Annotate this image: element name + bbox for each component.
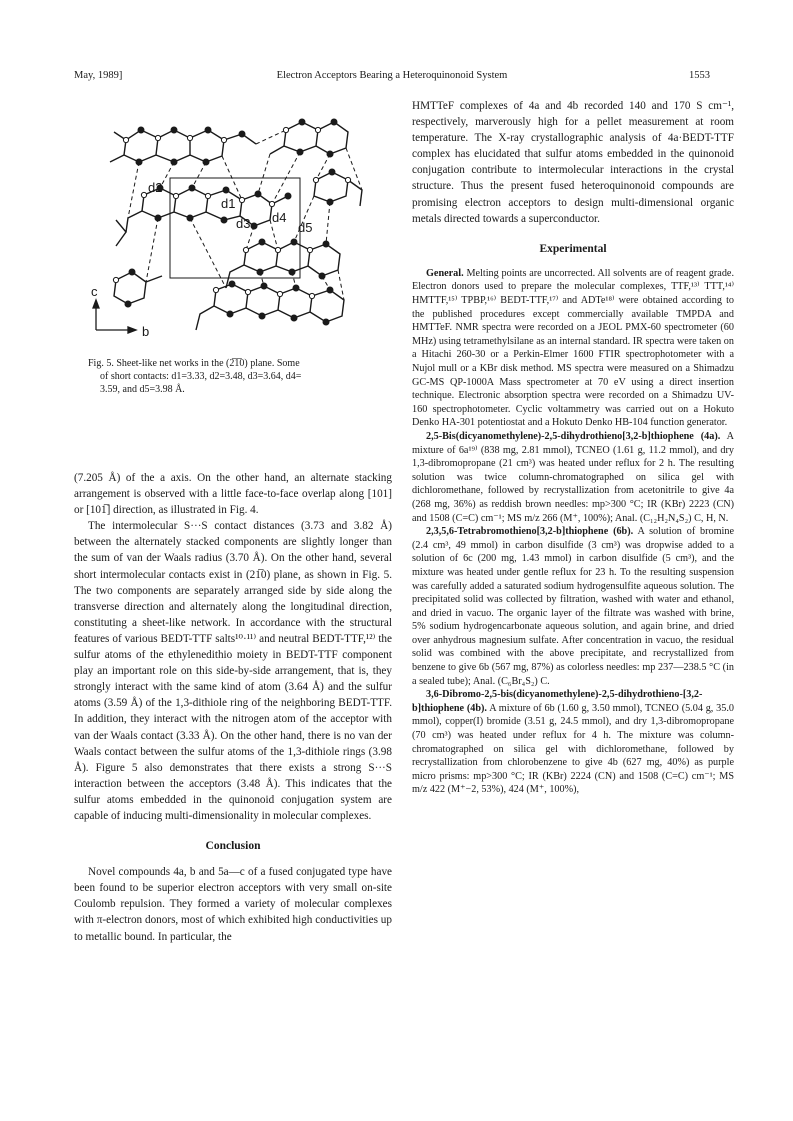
general-heading: General. [426,267,464,279]
right-column [412,98,734,797]
label-d2: d2 [148,180,163,195]
left-paragraph-1: (7.205 Å) of the a axis. On the other hand, an alternate stacking arrangement is observed with a little face-to-face overlap along [101] or [101̅] direction, as illustrated in Fig. 4. [74,472,392,517]
axis-b-label: b [142,324,150,339]
label-d4: d4 [272,210,287,225]
label-d5: d5 [298,220,313,235]
caption-line-2: of short contacts: d1=3.33, d2=3.48, d3=3.64, d4= [100,371,302,382]
running-header [74,70,710,86]
caption-line-3: 3.59, and d5=3.98 Å. [100,384,185,395]
left-column [74,470,392,945]
page-number: 1553 [689,70,710,81]
experimental-heading: Experimental [539,242,607,255]
general-text: Melting points are uncorrected. All solvents are of reagent grade. Electron donors used to prepare the molecular complexes, TTF,¹³⁾ TTT,¹⁴⁾ HMTTF,¹⁵⁾ TPBP,¹⁶⁾ BEDT-TTF,¹⁷⁾ and ADTe¹⁸⁾ were obtained according to the published procedures except commercially available TMPDA and HMTTeF. NMR spectra were recorded on a JEOL PMX-60 spectrometer (60 MHz) using tetramethylsilane as an internal standard. IR spectra were taken on a Hitachi 260-30 or a Perkin-Elmer 1600 FTIR spectrophotometer with a Nujol mull or a KBr disk method. MS spectra were measured on a Shimadzu GC-MS QP-1000A Mass spectrometer at 70 eV using a direct insertion technique. Electronic absorption spectra were recorded on a Shimadzu UV-160 spectrophotometer. Cyclic voltammetry was carried out on a Hokuto Denko HA-301 potentiostat and a Hokuto Denko HB-104 function generator. [412,267,734,429]
compound-4b-text: A mixture of 6b (1.60 g, 3.50 mmol), TCNEO (5.04 g, 35.0 mmol), copper(I) bromide (3.51 g, 24.5 mmol), and dry 1,3-dibromopropane (70 cm³) was heated under reflux for 4 h. The mixture was column-chromatographed on silica gel with dichloromethane, followed by recrystallization from chlorobenzene to give 4b (627 mg, 40%) as purple micro prisms: mp>300 °C; IR (KBr) 2224 (CN) and 1508 (C=C) cm⁻¹; MS m/z 422 (M⁺−2, 53%), 424 (M⁺, 100%), [412,702,734,796]
label-d3: d3 [236,216,251,231]
axis-c-label: c [91,284,98,299]
compound-4b-heading: 3,6-Dibromo-2,5-bis(dicyanomethylene)-2,5-dihydrothieno-[3,2-b]thiophene (4b). [412,689,703,714]
compound-4a-heading: 2,5-Bis(dicyanomethylene)-2,5-dihydrothieno[3,2-b]thiophene (4a). [426,430,721,442]
compound-4b-paragraph [412,688,734,797]
compound-6b-text: A solution of bromine (2.4 cm³, 49 mmol) in carbon disulfide (3 cm³) was dropwise added to a solution of 6c (200 mg, 1.43 mmol) in carbon disulfide (5 cm³), and the mixture was heated under gentle reflux for 23 h. To the resulting suspension was carefully added a saturated sodium hydrogensulfite aqueous solution. The precipitated solid was collected by filtration, washed with water and ethanol, and dried in vacuo. The organic layer of the filtrate was washed with brine, 5% sodium hydrogencarbonate aqueous solution, and again brine, and dried over anhydrous magnesium sulfate. After concentration in vacuo, the residual solid was combined with the above precipitate, and recrystallized from benzene to give 6b (567 mg, 87%) as colorless needles: mp 237—238.5 °C (in a sealed tube); Anal. (C₆Br₄S₂) C. [412,526,734,687]
compound-6b-paragraph [412,525,734,688]
compound-4a-text: A mixture of 6a¹⁹⁾ (838 mg, 2.81 mmol), TCNEO (1.61 g, 11.2 mmol), and dry 1,3-dibromopropane (21 cm³) was heated under reflux for 2 h. The resulting solution was twice column-chromatographed on silica gel with dichloromethane, followed by recrystallization from acetonitrile to give 4a (268 mg, 36%) as reddish brown needles: mp>300 °C; IR (KBr) 2223 (CN) and 1508 (C=C) cm⁻¹; MS m/z 266 (M⁺, 100%); Anal. (C₁₂H₂N₄S₂) C, H, N. [412,430,734,524]
general-paragraph [412,267,734,430]
conclusion-heading: Conclusion [205,840,261,853]
header-date: May, 1989] [74,70,123,81]
label-d1: d1 [221,196,236,211]
header-title: Electron Acceptors Bearing a Heteroquinonoid System [276,70,508,81]
left-paragraph-2: The intermolecular S···S contact distances (3.73 and 3.82 Å) between the alternately stacked components are slightly longer than the sum of van der Waals radius (3.70 Å). On the other hand, several short intermolecular contacts exist in (21̅0) plane, as shown in Fig. 5. The two components are separately arranged side by side along the transverse direction and alternately along the longitudinal direction, constituting a sheet-like network. In accordance with the structural features of various BEDT-TTF salts¹⁰·¹¹⁾ and neutral BEDT-TTF,¹²⁾ the sulfur atoms of the ethylenedithio moiety in BEDT-TTF component play an important role on this side-by-side arrangement, that is, they strongly interact with the same kind of atom (3.64 Å) and the sulfur atoms (3.59 Å) of the 1,3-dithiole ring of the neighboring BEDT-TTF. In addition, they interact with the nitrogen atom of the acceptor with van der Waals contact (3.33 Å). On the other hand, there is no van der Waals contact between the sulfur atoms of the 1,3-dithiole rings (3.98 Å). Figure 5 also demonstrates that there exists a strong S···S interaction between the acceptors (3.48 Å). This indicates that the sulfur atoms embedded in the quinonoid conjugation system are capable of inducing multi-dimensionality in molecular complexes. [74,520,392,822]
compound-6b-heading: 2,3,5,6-Tetrabromothieno[3,2-b]thiophene (6b). [426,526,634,538]
compound-4a-paragraph [412,430,734,525]
right-paragraph-1: HMTTeF complexes of 4a and 4b recorded 140 and 170 S cm⁻¹, respectively, marverously high for a pellet measurement at room temperature. The X-ray crystallographic analysis of 4a·BEDT-TTF complex has elucidated that sulfur atoms embedded in the quinonoid conjugation contribute to intermolecular interactions in the crystal structure. Thus the present fused heteroquinonoid compounds are promising electron acceptors to design multi-dimensional organic metals directed towards a superconductor. [412,100,734,225]
figure-5-caption [88,357,373,396]
caption-line-1: Fig. 5. Sheet-like net works in the (2̅1̅0) plane. Some [88,358,300,369]
conclusion-paragraph: Novel compounds 4a, b and 5a—c of a fused conjugated type have been found to be superior electron acceptors with very small on-site Coulomb repulsion. They formed a variety of molecular complexes with π-electron donors, most of which exhibited high conductivities up to metallic bound. In particular, the [74,866,392,943]
figure-5-crystal-structure [86,100,376,350]
